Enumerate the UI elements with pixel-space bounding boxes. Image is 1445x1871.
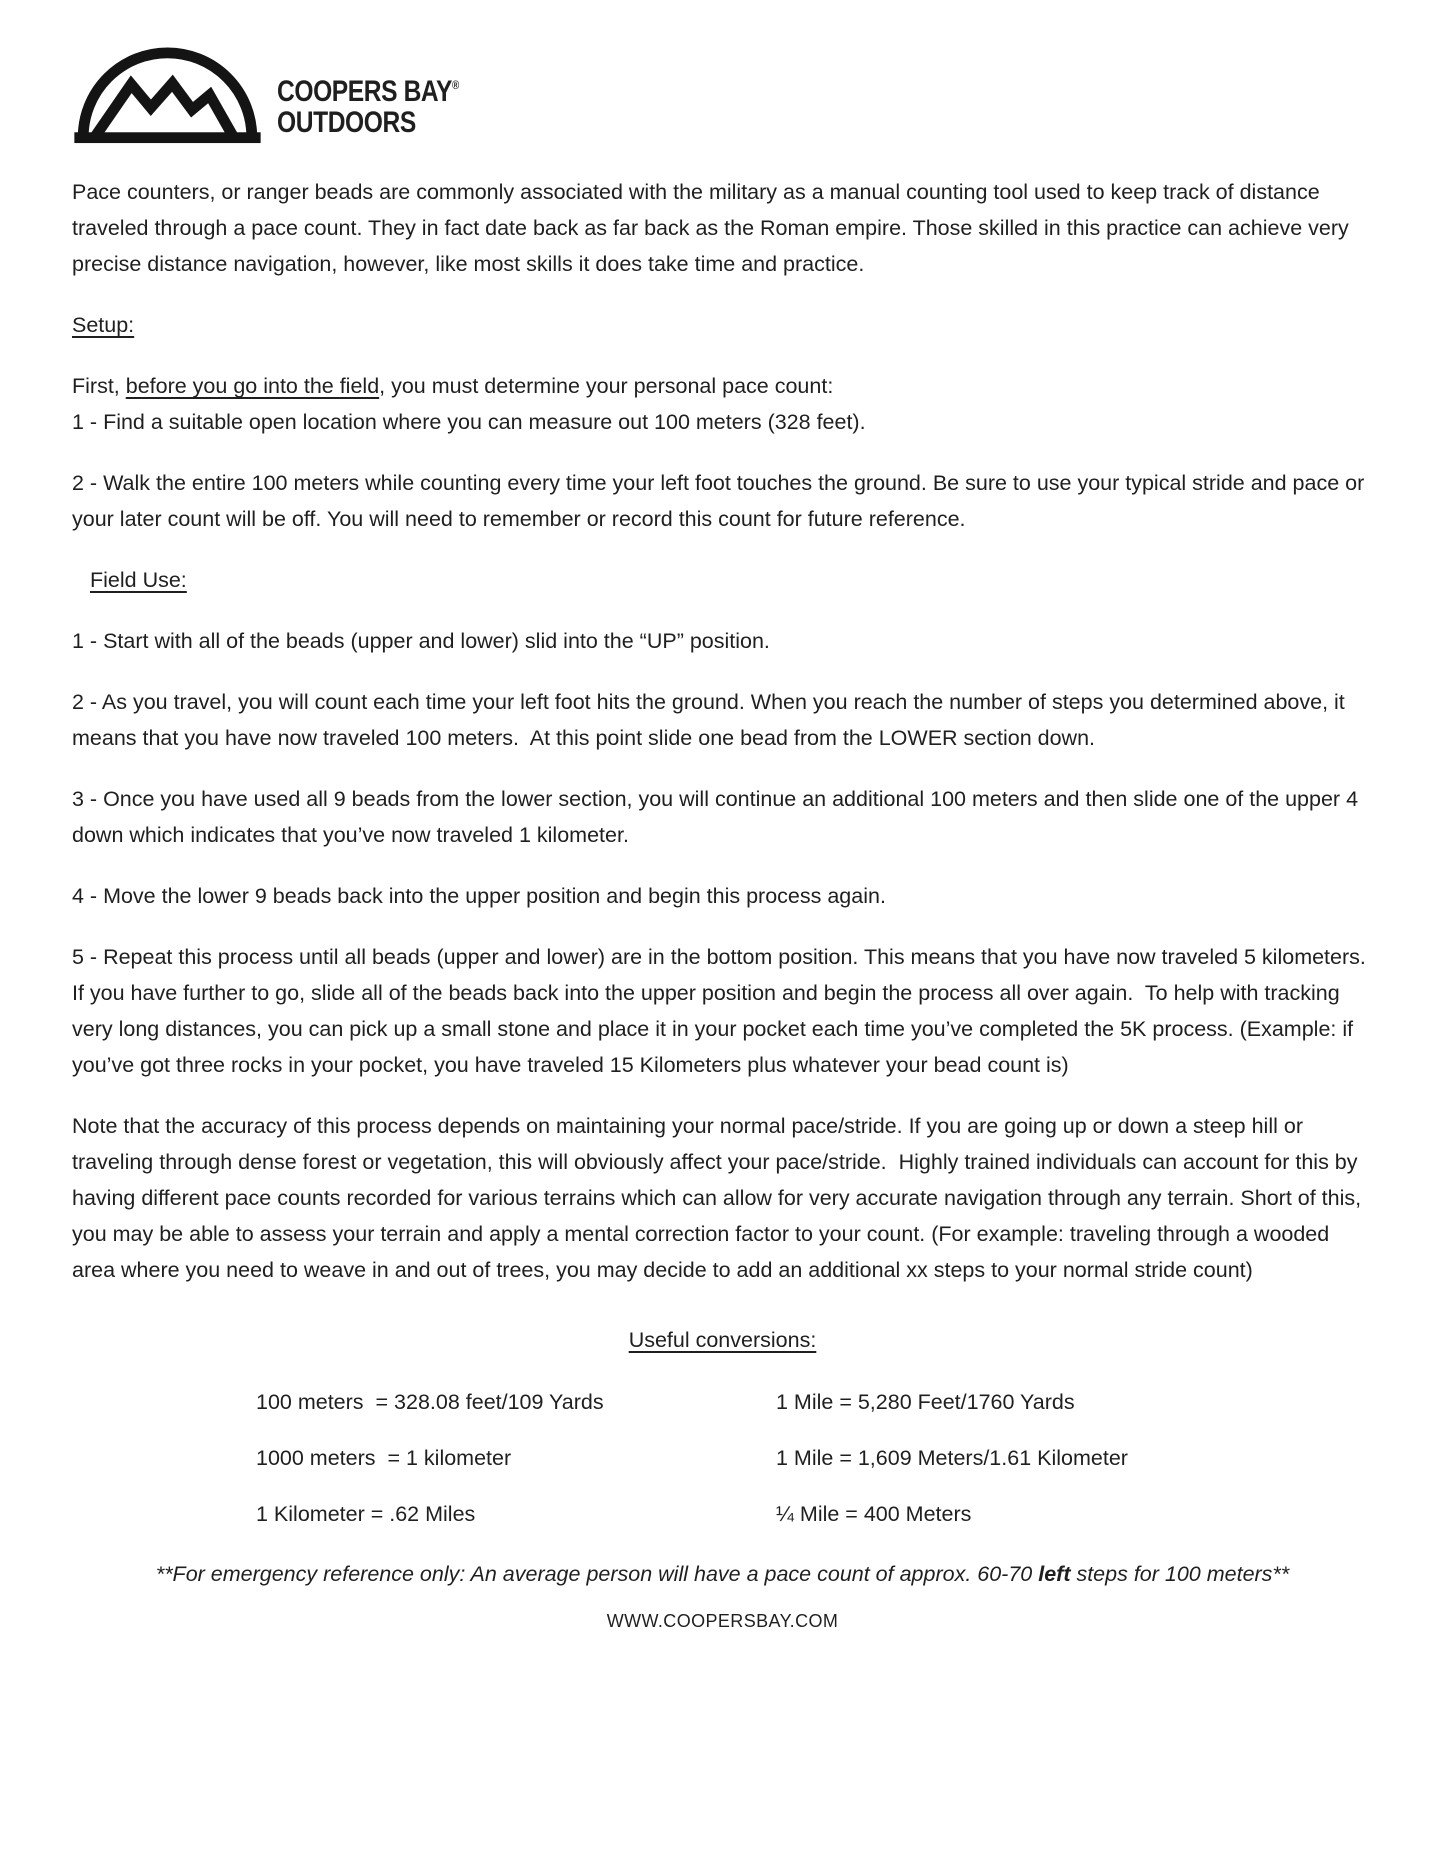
setup-lead-block xyxy=(72,368,1373,440)
brand-title: COOPERS BAY xyxy=(277,75,453,108)
emergency-bold-word: left xyxy=(1038,1562,1071,1586)
setup-lead-underlined: before you go into the field xyxy=(125,374,380,398)
registered-mark: ® xyxy=(452,78,460,92)
field-use-step-3: 3 - Once you have used all 9 beads from the lower section, you will continue an additional 100 meters and then slide one of the upper 4 down which indicates that you’ve now traveled 1 kilometer. xyxy=(72,787,1365,847)
mountain-dome-logo-icon xyxy=(74,46,261,146)
emergency-suffix: steps for 100 meters** xyxy=(1070,1562,1290,1586)
accuracy-note-paragraph: Note that the accuracy of this process depends on maintaining your normal pace/stride. If you are going up or down a steep hill or traveling through dense forest or vegetation, this will obviously affect your pace/stride. Highly trained individuals can account for this by having different pace counts recorded for various terrains which can allow for very accurate navigation through any terrain. Short of this, you may be able to assess your terrain and apply a mental correction factor to your count. (For example: traveling through a wooded area where you need to weave in and out of trees, you may decide to add an additional xx steps to your normal stride count) xyxy=(72,1114,1368,1282)
conversions-heading xyxy=(72,1322,1373,1358)
conversion-row xyxy=(72,1496,1373,1532)
emergency-prefix: **For emergency reference only: An average person will have a pace count of approx. 60-70 xyxy=(155,1562,1039,1586)
brand-subtitle: OUTDOORS xyxy=(277,106,416,139)
setup-heading xyxy=(72,307,1373,343)
footer-url: WWW.COOPERSBAY.COM xyxy=(606,1611,839,1631)
emergency-note xyxy=(72,1556,1373,1592)
field-use-step-1: 1 - Start with all of the beads (upper and lower) slid into the “UP” position. xyxy=(72,629,770,653)
brand-line-1 xyxy=(277,70,459,107)
conversion-row xyxy=(72,1440,1373,1476)
field-use-step-4: 4 - Move the lower 9 beads back into the upper position and begin this process again. xyxy=(72,884,886,908)
field-use-step-5: 5 - Repeat this process until all beads (upper and lower) are in the bottom position. This means that you have now traveled 5 kilometers. If you have further to go, slide all of the beads back into the upper position and begin the process all over again. To help with tracking very long distances, you can pick up a small stone and place it in your pocket each time you’ve completed the 5K process. (Example: if you’ve got three rocks in your pocket, you have traveled 15 Kilometers plus whatever your bead count is) xyxy=(72,945,1372,1077)
conversion-left-2: 1000 meters = 1 kilometer xyxy=(256,1446,512,1470)
conversions-heading-text: Useful conversions: xyxy=(628,1328,817,1352)
logo xyxy=(74,46,1373,146)
conversion-right-2: 1 Mile = 1,609 Meters/1.61 Kilometer xyxy=(776,1446,1128,1470)
setup-step-2: 2 - Walk the entire 100 meters while counting every time your left foot touches the ground. Be sure to use your typical stride and pace or your later count will be off. You will need to remember or record this count for future reference. xyxy=(72,471,1371,531)
conversion-left-3: 1 Kilometer = .62 Miles xyxy=(256,1502,476,1526)
setup-lead-prefix: First, xyxy=(72,374,126,398)
field-use-step-2: 2 - As you travel, you will count each time your left foot hits the ground. When you reach the number of steps you determined above, it means that you have now traveled 100 meters. At this point slide one bead from the LOWER section down. xyxy=(72,690,1351,750)
field-use-heading xyxy=(90,562,1373,598)
brand-name xyxy=(277,70,459,146)
setup-lead-suffix: , you must determine your personal pace count: xyxy=(379,374,834,398)
conversion-right-3: ¼ Mile = 400 Meters xyxy=(776,1502,972,1526)
conversion-left-1: 100 meters = 328.08 feet/109 Yards xyxy=(256,1390,604,1414)
brand-line-2 xyxy=(277,107,459,138)
conversion-right-1: 1 Mile = 5,280 Feet/1760 Yards xyxy=(776,1390,1075,1414)
setup-step-1: 1 - Find a suitable open location where you can measure out 100 meters (328 feet). xyxy=(72,410,866,434)
field-use-heading-text: Field Use: xyxy=(90,568,187,592)
setup-heading-text: Setup: xyxy=(72,313,135,337)
conversion-row xyxy=(72,1384,1373,1420)
intro-paragraph: Pace counters, or ranger beads are commonly associated with the military as a manual counting tool used to keep track of distance traveled through a pace count. They in fact date back as far back as the Roman empire. Those skilled in this practice can achieve very precise distance navigation, however, like most skills it does take time and practice. xyxy=(72,180,1355,276)
